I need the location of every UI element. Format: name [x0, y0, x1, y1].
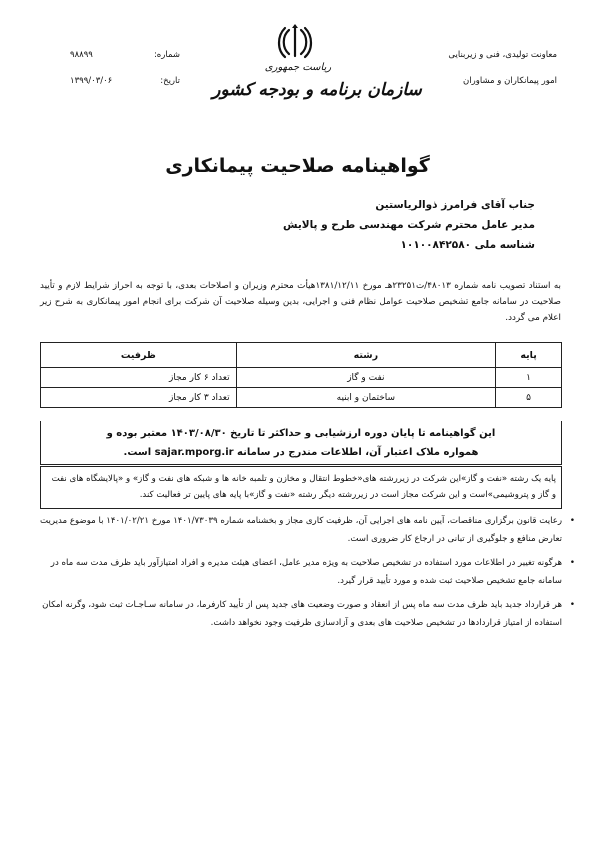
validity-line-1: این گواهینامه تا پایان دوره ارزشیابی و حداکثر تا تاریخ ۱۴۰۳/۰۸/۳۰ معتبر بوده و [106, 428, 496, 439]
field-cell: نفت و گاز [236, 368, 495, 388]
iran-emblem-icon [276, 22, 314, 62]
header-grade: پایه [496, 343, 562, 368]
date-value: ۱۳۹۹/۰۳/۰۶ [70, 76, 113, 86]
list-item [40, 554, 575, 590]
addressee-company: مدیر عامل محترم شرکت مهندسی طرح و پالایش [282, 219, 535, 231]
list-item [40, 596, 575, 632]
number-row [70, 42, 180, 68]
validity-line-2-suffix: است. [123, 447, 152, 458]
deputy-text: معاونت تولیدی، فنی و زیربنایی [448, 50, 557, 60]
issuing-department [397, 42, 557, 94]
number-value: ۹۸۸۹۹ [70, 50, 93, 60]
addressee-block [135, 195, 535, 255]
national-id: شناسه ملی ۱۰۱۰۰۸۴۲۵۸۰ [400, 239, 535, 251]
bullet-icon: • [569, 558, 575, 568]
header-capacity: ظرفیت [41, 343, 237, 368]
addressee-name: جناب آقای فرامرز ذوالریاستین [375, 199, 535, 211]
letter-meta [70, 42, 180, 94]
intro-paragraph: به استناد تصویب نامه شماره ۴۸۰۱۳/ت۲۳۲۵۱هـ مورخ ۱۳۸۱/۱۲/۱۱هیأت محترم وزیران و اصلاحات بعدی، با توجه به احراز شرایط لازم و تأیید صلاحیت در سامانه جامع تشخیص صلاحیت عوامل نظام فنی و اجرایی، بدین وسیله صلاحیت آن شرکت برای انجام امور پیمانکاری به شرح زیر اعلام می گردد. [40, 281, 561, 323]
date-label: تاریخ: [160, 76, 180, 86]
header-field: رشته [236, 343, 495, 368]
capacity-cell: تعداد ۶ کار مجاز [41, 368, 237, 388]
table-row [41, 388, 562, 408]
organization-name: سازمان برنامه و بودجه کشور [212, 80, 422, 100]
grade-cell: ۵ [496, 388, 562, 408]
number-label: شماره: [153, 50, 180, 60]
subfield-note: پایه یک رشته «نفت و گاز»این شرکت در زیررشته های«خطوط انتقال و مخازن و تلمبه خانه ها و شبکه های نفت و گاز» و «پالایشگاه های نفت و گاز و پتروشیمی»است و این شرکت مجاز است در زیررشته دیگر رشته «نفت و گاز»با پایه های پایین تر فعالیت کند. [40, 466, 562, 509]
capacity-cell: تعداد ۳ کار مجاز [41, 388, 237, 408]
table-header-row [41, 343, 562, 368]
date-row [70, 68, 180, 94]
qualification-table [40, 342, 562, 408]
grade-cell: ۱ [496, 368, 562, 388]
conditions-list [40, 512, 576, 638]
field-cell: ساختمان و ابنیه [236, 388, 495, 408]
validity-line-2-prefix: همواره ملاک اعتبار آن، اطلاعات مندرج در سامانه [237, 447, 479, 458]
list-item [40, 512, 575, 548]
validity-statement [40, 421, 562, 465]
table-row [41, 368, 562, 388]
presidency-text: ریاست جمهوری [264, 62, 332, 73]
bullet-icon: • [569, 600, 575, 610]
department-text: امور پیمانکاران و مشاوران [463, 76, 557, 86]
list-item-text: رعایت قانون برگزاری مناقصات، آیین نامه های اجرایی آن، ظرفیت کاری مجاز و بخشنامه شماره ۱۴۰۱/۷۳۰۳۹ مورخ ۱۴۰۱/۰۲/۲۱ با موضوع مدیریت تعارض منافع و جلوگیری از تبانی در ارجاع کار ضروری است. [40, 516, 562, 544]
list-item-text: هر قرارداد جدید باید ظرف مدت سه ماه پس از انعقاد و صورت وضعیت های جدید پس از تأیید کارفرما، در سامانه سـاجـات ثبت شود، وگرنه امکان استفاده از امتیاز قراردادها در تشخیص صلاحیت های بعدی و آزادسازی ظرفیت وجود نخواهد داشت. [42, 600, 562, 628]
validity-line-2 [41, 443, 561, 462]
bullet-icon: • [569, 516, 575, 526]
sajar-site-link[interactable]: sajar.mporg.ir [154, 447, 234, 458]
list-item-text: هرگونه تغییر در اطلاعات مورد استفاده در تشخیص صلاحیت به ویژه مدیر عامل، اعضای هیئت مدیره و افراد امتیازآور باید ظرف مدت سه ماه در سامانه جامع تشخیص صلاحیت ثبت شده و مورد تأیید قرار گیرد. [50, 558, 562, 586]
certificate-title: گواهینامه صلاحیت پیمانکاری [165, 155, 430, 177]
